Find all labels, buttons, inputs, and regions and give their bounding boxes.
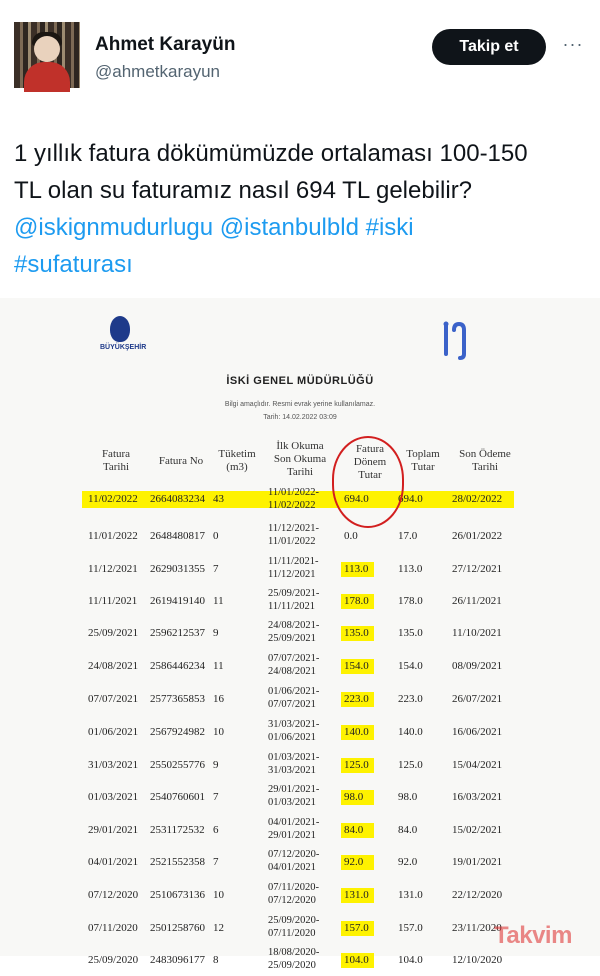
cell-son-okuma: 07/12/2020 xyxy=(268,895,316,906)
cell-no: 2531172532 xyxy=(150,824,205,836)
cell-tarih: 01/06/2021 xyxy=(88,726,139,738)
cell-toplam: 104.0 xyxy=(398,954,423,966)
cell-ilk-okuma: 11/01/2022- xyxy=(268,487,319,498)
cell-tarih: 25/09/2021 xyxy=(88,627,139,639)
cell-donem: 0.0 xyxy=(344,530,358,542)
document-note: Bilgi amaçlıdır. Resmi evrak yerine kullanılamaz. xyxy=(224,401,376,408)
cell-odeme: 08/09/2021 xyxy=(452,660,503,672)
cell-tarih: 11/11/2021 xyxy=(88,595,138,607)
document-date: Tarih: 14.02.2022 03:09 xyxy=(263,414,337,421)
iski-logo-icon xyxy=(440,320,470,360)
cell-son-okuma: 11/11/2021 xyxy=(268,601,316,612)
cell-toplam: 223.0 xyxy=(398,693,423,705)
cell-toplam: 694.0 xyxy=(398,493,423,505)
cell-tuketim: 43 xyxy=(213,493,224,505)
cell-odeme: 23/11/2020 xyxy=(452,922,502,934)
cell-odeme: 26/07/2021 xyxy=(452,693,503,705)
more-options-icon[interactable]: ··· xyxy=(562,34,584,54)
cell-son-okuma: 11/12/2021 xyxy=(268,569,316,580)
cell-no: 2521552358 xyxy=(150,856,205,868)
cell-son-okuma: 31/03/2021 xyxy=(268,765,316,776)
cell-toplam: 17.0 xyxy=(398,530,418,542)
cell-son-okuma: 25/09/2021 xyxy=(268,633,316,644)
cell-donem: 140.0 xyxy=(344,726,369,738)
cell-odeme: 15/04/2021 xyxy=(452,759,503,771)
author-handle[interactable]: @ahmetkarayun xyxy=(95,62,220,81)
cell-no: 2619419140 xyxy=(150,595,205,607)
cell-ilk-okuma: 07/11/2020- xyxy=(268,882,319,893)
cell-donem: 178.0 xyxy=(344,595,369,607)
cell-no: 2550255776 xyxy=(150,759,205,771)
cell-odeme: 27/12/2021 xyxy=(452,563,503,575)
table-row xyxy=(0,484,600,514)
cell-donem: 92.0 xyxy=(344,856,364,868)
mention-istanbulbld[interactable]: @istanbulbld xyxy=(219,214,359,241)
cell-ilk-okuma: 01/06/2021- xyxy=(268,686,320,697)
cell-ilk-okuma: 31/03/2021- xyxy=(268,719,320,730)
cell-son-okuma: 11/02/2022 xyxy=(268,500,316,511)
cell-donem: 157.0 xyxy=(344,922,369,934)
cell-toplam: 131.0 xyxy=(398,889,423,901)
cell-tarih: 04/01/2021 xyxy=(88,856,139,868)
cell-tarih: 11/12/2021 xyxy=(88,563,138,575)
cell-tuketim: 7 xyxy=(213,856,219,868)
cell-son-okuma: 01/03/2021 xyxy=(268,797,316,808)
cell-donem: 135.0 xyxy=(344,627,369,639)
cell-odeme: 28/02/2022 xyxy=(452,493,503,505)
avatar-face xyxy=(34,36,60,62)
cell-ilk-okuma: 07/12/2020- xyxy=(268,849,320,860)
table-row xyxy=(0,555,600,585)
cell-son-okuma: 01/06/2021 xyxy=(268,732,316,743)
cell-donem: 113.0 xyxy=(344,563,369,575)
cell-odeme: 16/03/2021 xyxy=(452,791,503,803)
cell-tarih: 25/09/2020 xyxy=(88,954,139,966)
cell-toplam: 92.0 xyxy=(398,856,418,868)
cell-donem: 131.0 xyxy=(344,889,369,901)
cell-tarih: 11/01/2022 xyxy=(88,530,138,542)
table-row xyxy=(0,848,600,878)
cell-son-okuma: 25/09/2020 xyxy=(268,960,316,971)
cell-toplam: 113.0 xyxy=(398,563,423,575)
table-row xyxy=(0,587,600,617)
cell-no: 2629031355 xyxy=(150,563,205,575)
table-row xyxy=(0,946,600,976)
cell-tuketim: 10 xyxy=(213,889,224,901)
cell-tarih: 07/11/2020 xyxy=(88,922,138,934)
cell-son-okuma: 29/01/2021 xyxy=(268,830,316,841)
ibb-logo xyxy=(100,316,147,366)
avatar-shirt xyxy=(24,62,70,92)
header-okuma-tarihi: İlk Okuma Son Okuma Tarihi xyxy=(273,440,327,478)
cell-odeme: 12/10/2020 xyxy=(452,954,503,966)
cell-tuketim: 9 xyxy=(213,759,219,771)
header-son-odeme: Son Ödeme Tarihi xyxy=(459,448,511,473)
header-fatura-no: Fatura No xyxy=(158,455,204,467)
cell-ilk-okuma: 25/09/2021- xyxy=(268,588,320,599)
header-toplam-tutar: Toplam Tutar xyxy=(406,448,440,473)
cell-no: 2577365853 xyxy=(150,693,205,705)
cell-tuketim: 0 xyxy=(213,530,219,542)
cell-donem: 223.0 xyxy=(344,693,369,705)
document-title: İSKİ GENEL MÜDÜRLÜĞÜ xyxy=(226,375,374,387)
table-row xyxy=(0,522,600,552)
cell-odeme: 16/06/2021 xyxy=(452,726,503,738)
cell-ilk-okuma: 11/11/2021- xyxy=(268,556,319,567)
cell-tuketim: 7 xyxy=(213,563,219,575)
cell-donem: 694.0 xyxy=(344,493,369,505)
cell-tarih: 07/12/2020 xyxy=(88,889,139,901)
cell-no: 2664083234 xyxy=(150,493,205,505)
cell-donem: 84.0 xyxy=(344,824,364,836)
takvim-watermark: Takvim xyxy=(494,922,572,949)
cell-son-okuma: 04/01/2021 xyxy=(268,862,316,873)
cell-no: 2567924982 xyxy=(150,726,205,738)
ibb-logo-text: BÜYÜKŞEHİR xyxy=(100,344,147,351)
cell-donem: 125.0 xyxy=(344,759,369,771)
tweet-mentions-line-2 xyxy=(14,246,589,283)
avatar[interactable] xyxy=(14,22,80,88)
cell-no: 2540760601 xyxy=(150,791,205,803)
follow-button[interactable]: Takip et xyxy=(432,29,546,65)
cell-no: 2586446234 xyxy=(150,660,205,672)
cell-toplam: 157.0 xyxy=(398,922,423,934)
cell-no: 2510673136 xyxy=(150,889,205,901)
cell-tarih: 31/03/2021 xyxy=(88,759,139,771)
cell-ilk-okuma: 04/01/2021- xyxy=(268,817,320,828)
cell-donem: 154.0 xyxy=(344,660,369,672)
cell-odeme: 11/10/2021 xyxy=(452,627,502,639)
cell-tuketim: 8 xyxy=(213,954,219,966)
cell-son-okuma: 11/01/2022 xyxy=(268,536,316,547)
table-row xyxy=(0,816,600,846)
cell-donem: 98.0 xyxy=(344,791,364,803)
cell-tarih: 01/03/2021 xyxy=(88,791,139,803)
cell-toplam: 154.0 xyxy=(398,660,423,672)
cell-no: 2596212537 xyxy=(150,627,205,639)
tweet-text xyxy=(14,135,589,283)
cell-ilk-okuma: 29/01/2021- xyxy=(268,784,320,795)
cell-son-okuma: 24/08/2021 xyxy=(268,666,316,677)
cell-odeme: 19/01/2021 xyxy=(452,856,503,868)
cell-ilk-okuma: 24/08/2021- xyxy=(268,620,320,631)
cell-odeme: 22/12/2020 xyxy=(452,889,503,901)
cell-ilk-okuma: 11/12/2021- xyxy=(268,523,319,534)
tweet-line-2: TL olan su faturamız nasıl 694 TL gelebilir? xyxy=(14,177,473,204)
header-tuketim: Tüketim (m3) xyxy=(218,448,256,473)
cell-no: 2483096177 xyxy=(150,954,205,966)
table-row xyxy=(0,718,600,748)
cell-tuketim: 7 xyxy=(213,791,219,803)
cell-odeme: 15/02/2021 xyxy=(452,824,503,836)
cell-son-okuma: 07/11/2020 xyxy=(268,928,316,939)
author-name[interactable]: Ahmet Karayün xyxy=(95,34,236,55)
cell-ilk-okuma: 07/07/2021- xyxy=(268,653,320,664)
hashtag-sufaturasi[interactable]: #sufaturası xyxy=(14,251,133,278)
table-row xyxy=(0,751,600,781)
cell-tuketim: 10 xyxy=(213,726,224,738)
cell-toplam: 140.0 xyxy=(398,726,423,738)
table-row xyxy=(0,652,600,682)
cell-tuketim: 11 xyxy=(213,660,224,672)
cell-ilk-okuma: 18/08/2020- xyxy=(268,947,320,958)
cell-donem: 104.0 xyxy=(344,954,369,966)
table-row xyxy=(0,685,600,715)
bill-document-image[interactable] xyxy=(0,298,600,971)
cell-tarih: 24/08/2021 xyxy=(88,660,139,672)
cell-tuketim: 11 xyxy=(213,595,224,607)
cell-tuketim: 12 xyxy=(213,922,224,934)
table-row xyxy=(0,619,600,649)
cell-toplam: 178.0 xyxy=(398,595,423,607)
cell-toplam: 135.0 xyxy=(398,627,423,639)
cell-no: 2501258760 xyxy=(150,922,205,934)
cell-son-okuma: 07/07/2021 xyxy=(268,699,316,710)
cell-tarih: 11/02/2022 xyxy=(88,493,138,505)
cell-ilk-okuma: 01/03/2021- xyxy=(268,752,320,763)
cell-ilk-okuma: 25/09/2020- xyxy=(268,915,320,926)
header-donem-tutar: Fatura Dönem Tutar xyxy=(353,443,387,481)
cell-no: 2648480817 xyxy=(150,530,205,542)
cell-odeme: 26/11/2021 xyxy=(452,595,502,607)
cell-odeme: 26/01/2022 xyxy=(452,530,503,542)
cell-tuketim: 9 xyxy=(213,627,219,639)
tweet-header xyxy=(0,0,600,110)
cell-toplam: 125.0 xyxy=(398,759,423,771)
ibb-emblem-icon xyxy=(110,316,130,342)
header-fatura-tarihi: Fatura Tarihi xyxy=(101,448,131,473)
cell-toplam: 84.0 xyxy=(398,824,418,836)
cell-tarih: 29/01/2021 xyxy=(88,824,139,836)
table-row xyxy=(0,783,600,813)
cell-tuketim: 6 xyxy=(213,824,219,836)
mention-iskignmudurlugu[interactable]: @iskignmudurlugu xyxy=(14,214,214,241)
cell-tuketim: 16 xyxy=(213,693,224,705)
table-row xyxy=(0,881,600,911)
red-circle-annotation xyxy=(332,436,404,528)
cell-tarih: 07/07/2021 xyxy=(88,693,139,705)
hashtag-iski[interactable]: #iski xyxy=(365,214,414,241)
tweet-mentions-line-1 xyxy=(14,209,589,246)
tweet-line-1: 1 yıllık fatura dökümümüzde ortalaması 100-150 xyxy=(14,140,528,167)
cell-toplam: 98.0 xyxy=(398,791,418,803)
